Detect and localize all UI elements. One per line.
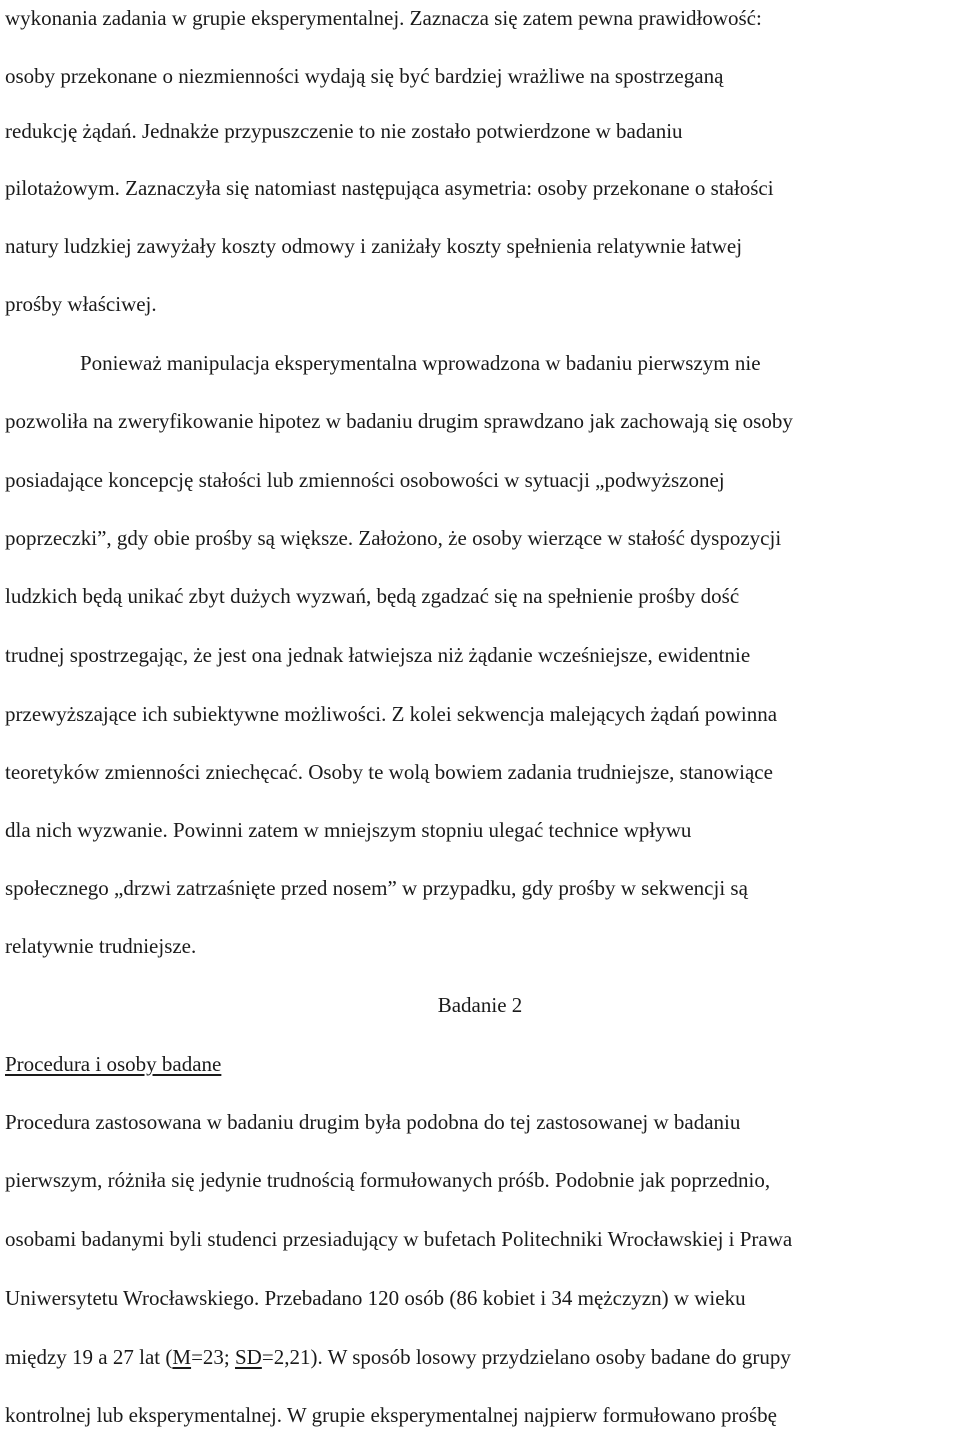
text-line: pozwoliła na zweryfikowanie hipotez w badaniu drugim sprawdzano jak zachowają się osoby: [5, 409, 793, 433]
mean-symbol: M: [172, 1345, 192, 1369]
text-line: natury ludzkiej zawyżały koszty odmowy i zaniżały koszty spełnienia relatywnie łatwej: [5, 234, 743, 258]
text-line: posiadające koncepcję stałości lub zmienności osobowości w sytuacji „podwyższonej: [5, 468, 725, 492]
text-line: pilotażowym. Zaznaczyła się natomiast następująca asymetria: osoby przekonane o stałości: [5, 176, 774, 200]
text-line: teoretyków zmienności zniechęcać. Osoby te wolą bowiem zadania trudniejsze, stanowiące: [5, 760, 773, 784]
text-line: społecznego „drzwi zatrzaśnięte przed nosem” w przypadku, gdy prośby w sekwencji są: [5, 876, 748, 900]
text-line: ludzkich będą unikać zbyt dużych wyzwań, będą zgadzać się na spełnienie prośby dość: [5, 584, 740, 608]
text-line: Uniwersytetu Wrocławskiego. Przebadano 120 osób (86 kobiet i 34 mężczyzn) w wieku: [5, 1286, 746, 1310]
text-line: osoby przekonane o niezmienności wydają się być bardziej wrażliwe na spostrzeganą: [5, 64, 724, 88]
text-line: wykonania zadania w grupie eksperymentalnej. Zaznacza się zatem pewna prawidłowość:: [5, 6, 762, 30]
subsection-heading: Procedura i osoby badane: [5, 1052, 222, 1076]
text-span: =2,21). W sposób losowy przydzielano osoby badane do grupy: [261, 1345, 791, 1369]
text-line: poprzeczki”, gdy obie prośby są większe. Założono, że osoby wierzące w stałość dyspozycji: [5, 526, 782, 550]
text-span: między 19 a 27 lat (: [5, 1345, 173, 1369]
text-span: =23;: [191, 1345, 235, 1369]
section-heading: Badanie 2: [437, 993, 523, 1017]
text-line: trudnej spostrzegając, że jest ona jednak łatwiejsza niż żądanie wcześniejsze, ewidentnie: [5, 643, 751, 667]
sd-symbol: SD: [235, 1345, 262, 1369]
text-line: przewyższające ich subiektywne możliwości. Z kolei sekwencja malejących żądań powinna: [5, 702, 778, 726]
text-line: osobami badanymi byli studenci przesiadujący w bufetach Politechniki Wrocławskiej i Prawa: [5, 1227, 793, 1251]
text-line: prośby właściwej.: [5, 292, 157, 316]
text-line: relatywnie trudniejsze.: [5, 934, 197, 958]
text-line: pierwszym, różniła się jedynie trudnością formułowanych próśb. Podobnie jak poprzednio,: [5, 1168, 771, 1192]
text-line: dla nich wyzwanie. Powinni zatem w mniejszym stopniu ulegać technice wpływu: [5, 818, 692, 842]
text-line: kontrolnej lub eksperymentalnej. W grupie eksperymentalnej najpierw formułowano prośbę: [5, 1403, 777, 1427]
stats-line: [5, 1343, 791, 1371]
text-line: redukcję żądań. Jednakże przypuszczenie to nie zostało potwierdzone w badaniu: [5, 119, 683, 143]
text-line: Procedura zastosowana w badaniu drugim była podobna do tej zastosowanej w badaniu: [5, 1110, 741, 1134]
text-line: Ponieważ manipulacja eksperymentalna wprowadzona w badaniu pierwszym nie: [80, 351, 761, 375]
